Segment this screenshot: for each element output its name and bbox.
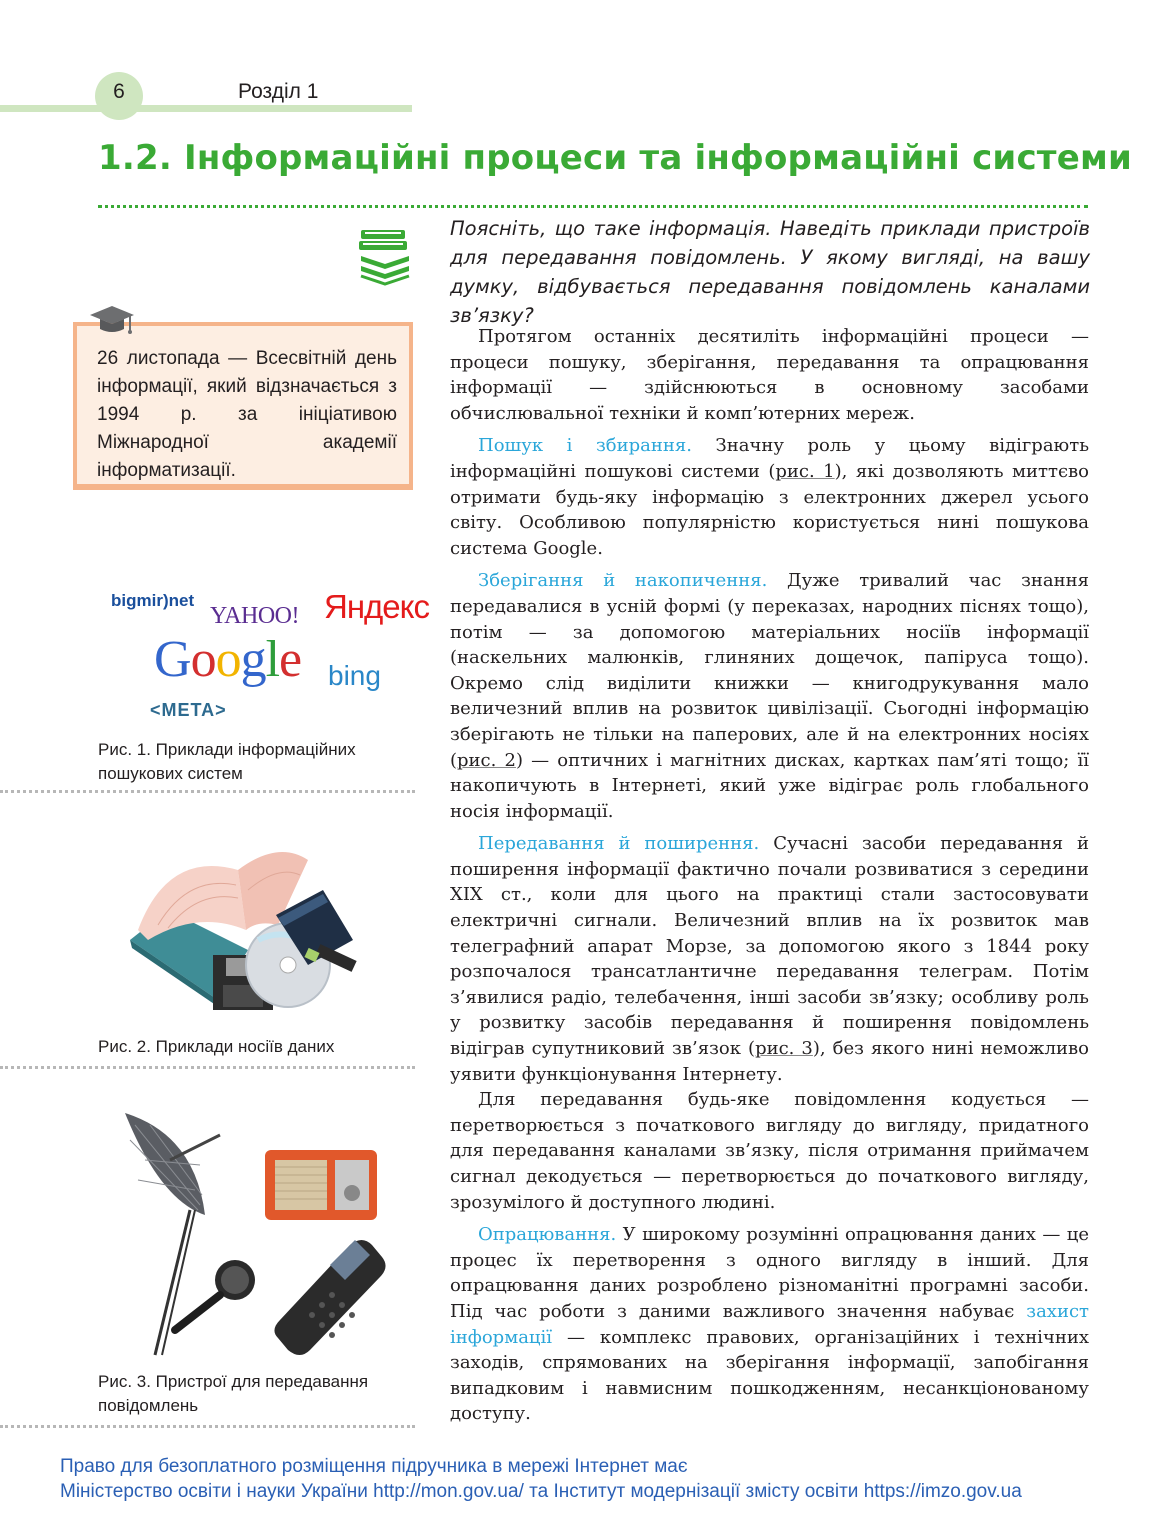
body-text [450,324,1089,1427]
paragraph-transmission-text-b: ), без якого нині неможливо уявити функціонування Інтернету. [450,1038,1090,1085]
paragraph-search-text-b: ), які дозволяють миттєво отримати будь-яку інформацію з електронних джерел усього світу. Особливою популярністю користується нині пошукова система Google. [450,460,1090,559]
figure-1-ref[interactable]: рис. 1 [775,460,835,482]
paragraph-search [450,433,1089,561]
logo-bigmir: bigmir)net [111,591,195,610]
paragraph-search-text-a: Значну роль у цьому відіграють інформаційні пошукові системи ( [450,435,1089,482]
paragraph-storage-text-a: Дуже тривалий час знання передавалися в усній формі (у переказах, народних піснях тощо), потім — за допомогою матеріальних носіїв інформації (наскельних малюнків, глиняних дощечок, папіруса тощо). Окремо слід виділити книжки — книгодрукування мало величезний вплив на розвиток цивілізації. Сьогодні інформацію зберігають не тільки на паперових, але й на електронних носіях ( [450,570,1089,771]
paragraph-intro: Протягом останніх десятиліть інформаційні процеси — процеси пошуку, зберігання, передавання та опрацювання інформації — здійснюються в основному засобами обчислювальної техніки й комп’ютерних мереж. [450,326,1089,424]
figure-1-search-engines [98,580,429,730]
paragraph-processing-text-b: — комплекс правових, організаційних і технічних заходів, спрямованих на зберігання інформації, запобігання випадковим і навмисним пошкодженням, несанкціонованому доступу. [450,1326,1089,1425]
paragraph-processing-text-a: У широкому розумінні опрацювання даних — це процес їх перетворення з одного вигляду в інший. Для опрацювання даних розроблено різноманітні програмні засоби. Під час роботи з даними важливого значення набуває [450,1224,1089,1322]
figure-3-transmission-devices [100,1105,400,1360]
figure-1-divider [0,790,415,793]
footer-line-2: Міністерство освіти і науки України http://mon.gov.ua/ та Інститут модернізації змісту освіти https://imzo.gov.ua [60,1481,1022,1502]
logo-yahoo: YAHOO! [210,603,299,629]
figure-2-divider [0,1066,415,1069]
logo-bing: bing [328,660,381,691]
note-text: 26 листопада — Всесвітній день інформації, який відзначається з 1994 р. за ініціативою Міжнародної академії інформатизації. [97,348,397,481]
graduation-cap-icon [88,303,136,341]
figure-3-ref[interactable]: рис. 3 [755,1038,813,1060]
logo-yandex: Яндекс [324,588,429,625]
figure-2-caption: Рис. 2. Приклади носіїв даних [98,1037,335,1056]
figure-2-storage-media [128,830,358,1020]
title-divider [98,205,1088,208]
paragraph-storage [450,568,1089,824]
intro-question: Поясніть, що таке інформація. Наведіть приклади пристроїв для передавання повідомлень. У якому вигляді, на вашу думку, відбувається передавання повідомлень каналами зв’язку? [450,217,1090,327]
footer-line-1: Право для безоплатного розміщення підручника в мережі Інтернет має [60,1456,688,1477]
term-storage: Зберігання й накопичення. [478,570,768,592]
logo-meta: <META> [150,700,227,720]
header-bar [0,105,412,112]
figure-1-caption: Рис. 1. Приклади інформаційних пошукових систем [98,740,356,783]
figure-3-caption: Рис. 3. Пристрої для передавання повідомлень [98,1372,369,1415]
paragraph-transmission-text-a: Сучасні засоби передавання й поширення інформації фактично почали розвиватися з середини XIX ст., коли для цього на практиці стали застосовувати електричні сигнали. Величезний вплив на їх розвиток мав телеграфний апарат Морзе, за допомогою якого з 1844 року розпочалося трансатлантичне передавання телеграм. Потім з’явилися радіо, телебачення, інші засоби зв’язку; особливу роль у розвитку засобів передавання й поширення повідомлень відіграв супутниковий зв’язок ( [450,833,1089,1060]
paragraph-encoding: Для передавання будь-яке повідомлення кодується — перетворюється з початкового вигляду до вигляду, придатного для передавання каналами зв’язку, після отримання приймачем сигнал декодується — перетворюється до початкового вигляду, зрозумілого й доступного людині. [450,1089,1089,1213]
logo-google: Google [154,631,302,688]
term-processing: Опрацювання. [478,1224,617,1246]
figure-3-divider [0,1425,415,1428]
page-title: 1.2. Інформаційні процеси та інформаційні системи [98,138,1132,178]
books-icon [357,228,413,286]
paragraph-transmission [450,831,1089,1087]
term-information-security: захист інформації [450,1300,1089,1348]
paragraph-storage-text-b: ) — оптичних і магнітних дисках, картках пам’яті тощо; її накопичують в Інтернеті, який уже відіграє роль глобального носія інформації. [450,749,1089,822]
page-number: 6 [113,80,125,103]
term-search: Пошук і збирання. [478,435,692,457]
paragraph-processing [450,1222,1089,1427]
term-transmission: Передавання й поширення. [478,833,760,855]
section-label: Розділ 1 [238,80,319,103]
figure-2-ref[interactable]: рис. 2 [457,749,516,771]
